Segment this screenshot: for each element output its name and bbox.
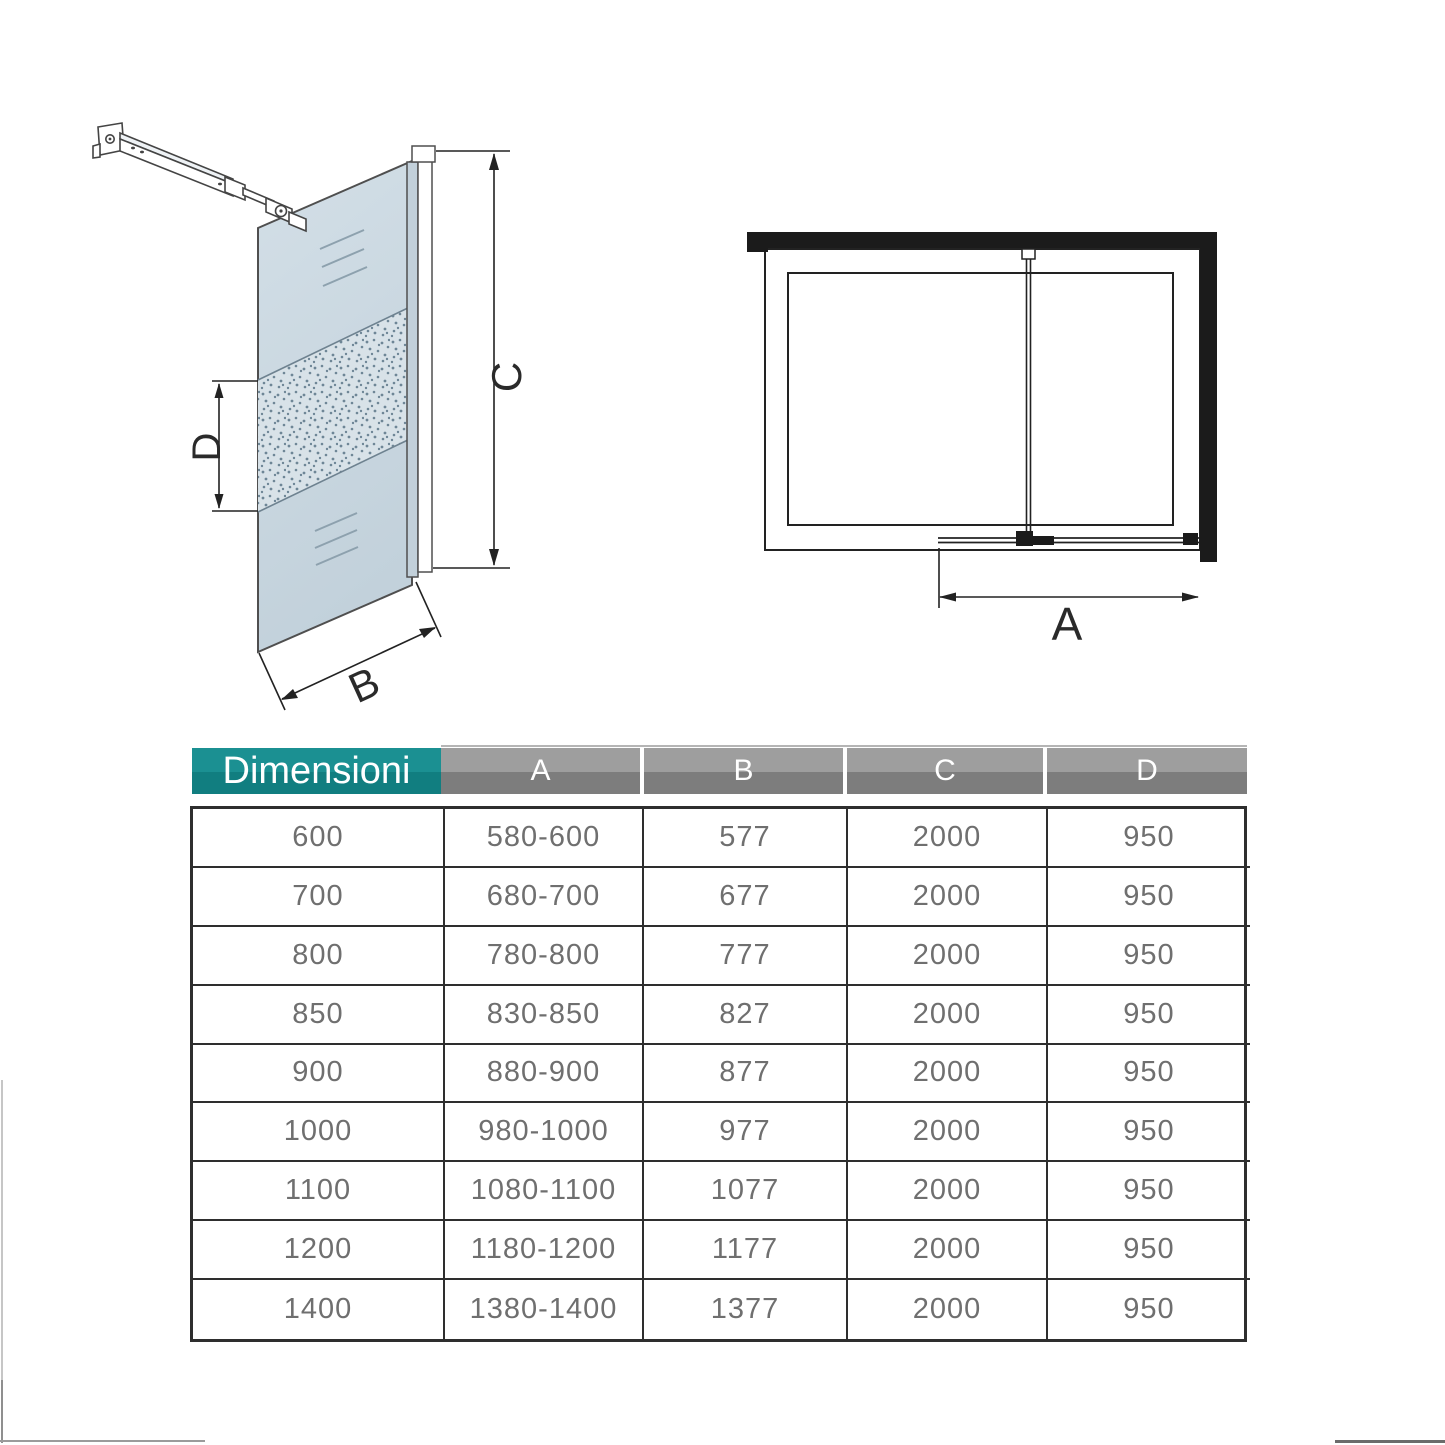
cell-a: 680-700 [445,868,644,927]
wall-top [747,232,1217,248]
label-b: B [341,657,387,712]
cell-c: 2000 [848,1280,1048,1339]
c-arrow-down [489,549,499,566]
b-extension-left [259,653,285,710]
label-c: C [483,361,530,393]
header-top-rule [441,745,1247,747]
dimension-c [433,151,510,568]
column-header-b: B [644,748,843,794]
arm-wall-bracket-plan [1022,249,1035,259]
column-header-a: A [441,748,640,794]
cell-b: 1177 [644,1221,848,1280]
label-d: D [185,432,229,462]
cell-b: 777 [644,927,848,986]
cell-d: 950 [1048,868,1250,927]
cell-c: 2000 [848,986,1048,1045]
cell-c: 2000 [848,927,1048,986]
cell-size: 900 [193,1045,445,1104]
glass-side-edge [407,162,418,577]
column-header-d: D [1047,748,1247,794]
table-title: Dimensioni [192,748,441,794]
cell-size: 600 [193,809,445,868]
arm-wall-bracket-foot [93,144,100,158]
cell-b: 1377 [644,1280,848,1339]
cell-d: 950 [1048,809,1250,868]
cell-a: 980-1000 [445,1103,644,1162]
cell-size: 800 [193,927,445,986]
cell-size: 1000 [193,1103,445,1162]
plan-view-diagram [747,232,1217,650]
a-arrow-left [939,593,956,602]
cell-a: 830-850 [445,986,644,1045]
wall-profile [418,158,432,572]
wall-right [1200,232,1217,562]
cell-a: 780-800 [445,927,644,986]
arm-mid-sleeve [225,177,245,200]
d-arrow-down [215,494,224,509]
front-view-diagram [93,123,530,712]
cell-c: 2000 [848,1162,1048,1221]
column-header-c: C [847,748,1043,794]
support-arm [93,123,306,231]
glass-panel-plan [938,538,1199,543]
cell-size: 850 [193,986,445,1045]
cell-b: 677 [644,868,848,927]
cell-size: 1100 [193,1162,445,1221]
wall-top-left-step [747,248,768,252]
support-arm-plan [1027,252,1031,535]
a-arrow-right [1182,593,1199,602]
cell-c: 2000 [848,868,1048,927]
dimensions-table [190,806,1247,1342]
cell-d: 950 [1048,986,1250,1045]
page-edge-line [1,1380,3,1443]
cell-b: 577 [644,809,848,868]
tray-inner-outline [788,273,1173,525]
d-arrow-up [215,383,224,398]
b-arrow-right [419,627,436,638]
cell-d: 950 [1048,927,1250,986]
cell-b: 827 [644,986,848,1045]
b-arrow-left [281,689,298,700]
cell-c: 2000 [848,1045,1048,1104]
cell-a: 580-600 [445,809,644,868]
cell-d: 950 [1048,1162,1250,1221]
glass-mid-clamp [1016,531,1033,546]
wall-profile-cap [412,146,435,162]
cell-c: 2000 [848,809,1048,868]
tray-outer-outline [765,249,1200,550]
cell-a: 880-900 [445,1045,644,1104]
page-edge-line [0,1440,205,1442]
cell-a: 1180-1200 [445,1221,644,1280]
cell-c: 2000 [848,1103,1048,1162]
cell-d: 950 [1123,1293,1175,1326]
cell-b: 977 [644,1103,848,1162]
page-edge-line [1335,1440,1445,1443]
glass-mid-clamp-arm [1033,536,1054,545]
cell-c: 2000 [848,1221,1048,1280]
cell-b: 1077 [644,1162,848,1221]
glass-wall-bracket-plan [1183,533,1198,545]
cell-d: 950 [1048,1103,1250,1162]
cell-d: 950 [1048,1045,1250,1104]
cell-a: 1380-1400 [445,1280,644,1339]
cell-size: 700 [193,868,445,927]
c-arrow-up [489,153,499,170]
cell-b: 877 [644,1045,848,1104]
cell-size: 1400 [193,1280,445,1339]
label-a: A [1051,598,1083,650]
cell-a: 1080-1100 [445,1162,644,1221]
arm-bar-front-face [120,139,233,196]
cell-d: 950 [1048,1221,1250,1280]
cell-size: 1200 [193,1221,445,1280]
